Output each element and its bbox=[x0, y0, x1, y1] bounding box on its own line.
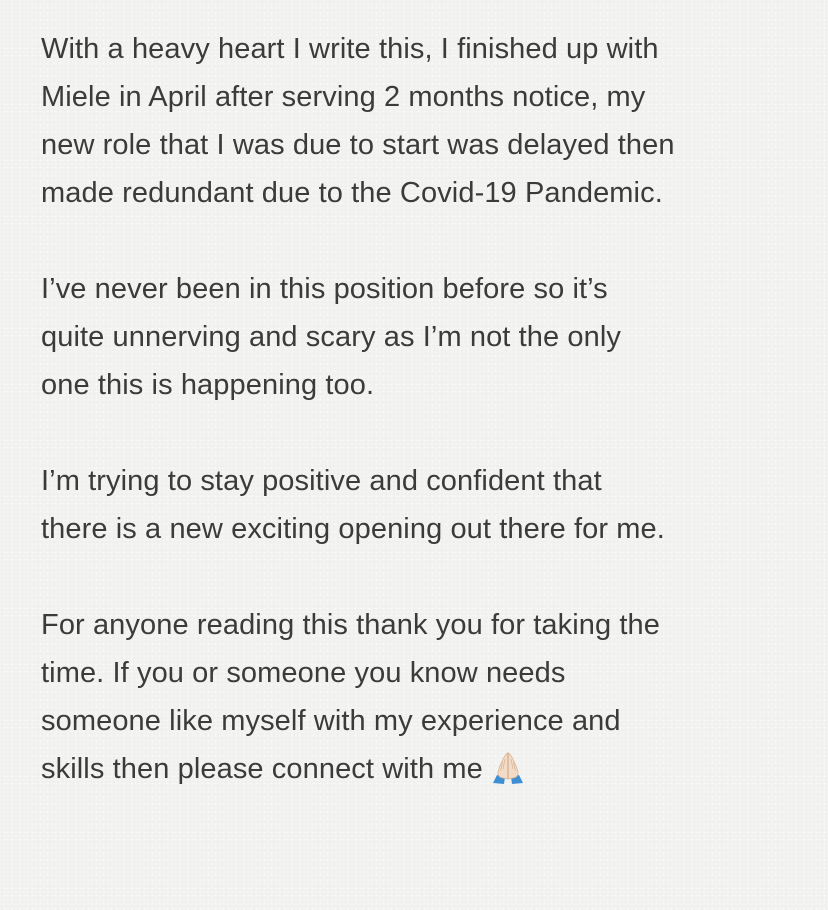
last-line bbox=[41, 745, 801, 793]
text-line: quite unnerving and scary as I’m not the only bbox=[41, 321, 621, 353]
text-line: someone like myself with my experience and bbox=[41, 705, 621, 737]
text-line: For anyone reading this thank you for taking the bbox=[41, 609, 661, 641]
text-line: made redundant due to the Covid-19 Pandemic. bbox=[41, 177, 663, 209]
folded-hands-icon bbox=[489, 750, 527, 784]
text-line: I’m trying to stay positive and confident that bbox=[41, 465, 602, 497]
note-body bbox=[41, 25, 801, 793]
paragraph-4 bbox=[41, 601, 801, 793]
text-line: skills then please connect with me bbox=[41, 753, 483, 785]
text-line: there is a new exciting opening out there for me. bbox=[41, 513, 665, 545]
text-line: time. If you or someone you know needs bbox=[41, 657, 566, 689]
paragraph-2 bbox=[41, 265, 801, 409]
text-line: With a heavy heart I write this, I finished up with bbox=[41, 33, 659, 65]
text-line: Miele in April after serving 2 months notice, my bbox=[41, 81, 646, 113]
paragraph-1 bbox=[41, 25, 801, 217]
paragraph-3 bbox=[41, 457, 801, 553]
text-line: I’ve never been in this position before so it’s bbox=[41, 273, 608, 305]
text-line: one this is happening too. bbox=[41, 369, 375, 401]
text-line: new role that I was due to start was delayed then bbox=[41, 129, 675, 161]
